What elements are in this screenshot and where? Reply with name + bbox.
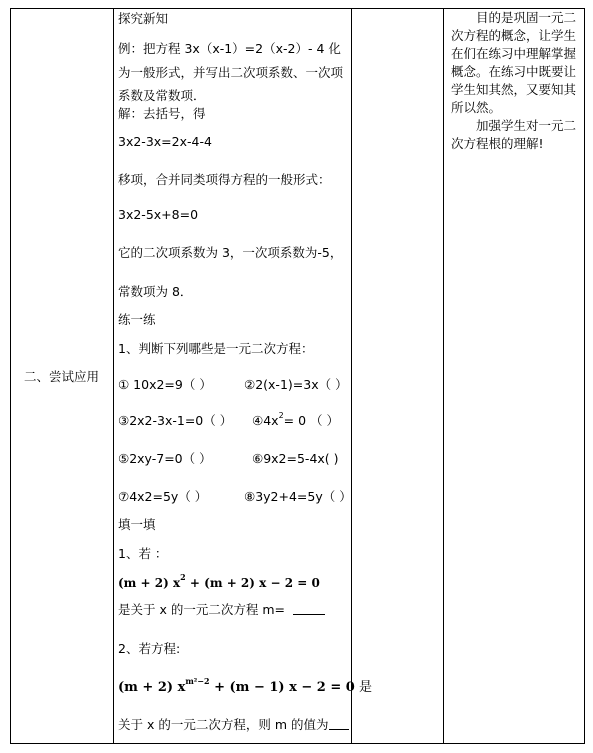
practice-heading: 练一练 [118, 312, 156, 327]
column-divider [113, 8, 114, 744]
fill-question: 1、若 ： [118, 546, 168, 561]
practice-item: ⑤2xy-7=0（ ） [118, 451, 212, 466]
example-line: 例：把方程 3x（x-1）=2（x-2）- 4 化 [118, 41, 341, 56]
answer-blank[interactable] [329, 717, 349, 730]
equation-step: 3x2-3x=2x-4-4 [118, 134, 212, 149]
practice-item: $④4x^2= 0$ （ ） [252, 411, 340, 428]
stage-cell [10, 8, 113, 744]
practice-question: 1、判断下列哪些是一元二次方程： [118, 341, 314, 356]
purpose-cell [451, 9, 581, 153]
column-divider [351, 8, 352, 744]
example-line: 系数及常数项． [118, 88, 206, 103]
purpose-paragraph: 目的是巩固一元二次方程的概念，让学生在们在练习中理解掌握概念。在练习中既要让学生知其然，又要知其所以然。 [451, 10, 577, 115]
practice-item: ⑦4x2=5y（ ） [118, 489, 208, 504]
purpose-paragraph: 加强学生对一元二次方程根的理解! [451, 118, 577, 151]
practice-item: ②2(x-1)=3x（ ） [244, 377, 348, 392]
solution-line: 解：去括号，得 [118, 106, 206, 121]
practice-item: ⑥9x2=5-4x( ) [252, 451, 339, 466]
equation-step: 3x2-5x+8=0 [118, 207, 199, 222]
fill-heading: 填一填 [118, 517, 156, 532]
column-divider [443, 8, 444, 744]
solution-line: 移项，合并同类项得方程的一般形式： [118, 172, 331, 187]
fill-question: 2、若方程: [118, 641, 181, 656]
fill-question: 关于 x 的一元二次方程，则 m 的值为 [118, 717, 349, 733]
example-line: 为一般形式，并写出二次项系数、一次项 [118, 65, 344, 80]
result-line: 常数项为 8． [118, 284, 193, 299]
explore-heading: 探究新知 [118, 11, 169, 26]
practice-item: ⑧3y2+4=5y（ ） [244, 489, 352, 504]
answer-blank[interactable] [293, 602, 325, 615]
equation-1: (m + 2) $x^2 + (m + 2) x - 2 = 0$ [118, 572, 320, 590]
practice-item: ③2x2-3x-1=0（ ） [118, 413, 233, 428]
result-line: 它的二次项系数为 3，一次项系数为-5， [118, 245, 343, 260]
fill-question: 是关于 x 的一元二次方程 m= [118, 602, 325, 618]
practice-item: ① 10x2=9（ ） [118, 377, 212, 392]
equation-2: (m + 2) $x^{m^2-2} + (m - 1) x - 2 = 0$ 是 [118, 676, 372, 695]
stage-label: 二、尝试应用 [23, 369, 99, 384]
